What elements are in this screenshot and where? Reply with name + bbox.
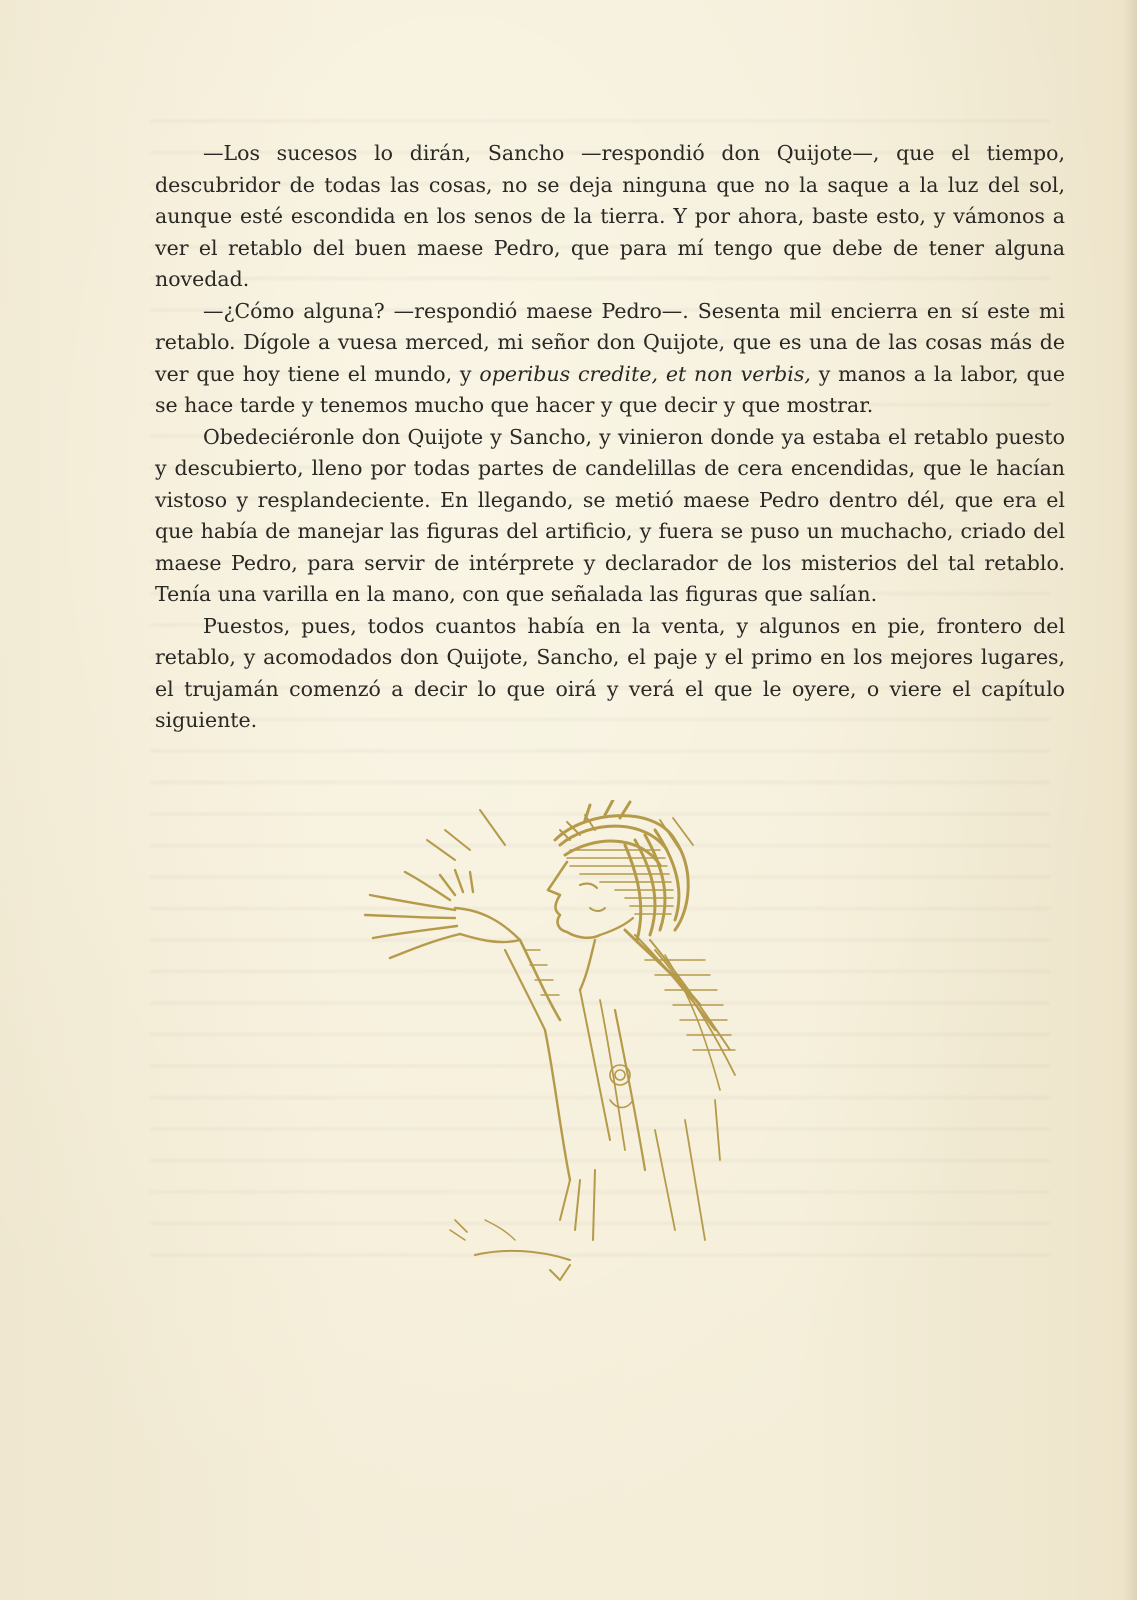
page-edge-shadow xyxy=(1123,0,1137,1600)
paragraph-3 xyxy=(155,422,1065,611)
latin-quote: operibus credite, et non verbis, xyxy=(479,361,811,386)
paragraph-2 xyxy=(155,296,1065,422)
paragraph-1 xyxy=(155,138,1065,296)
paragraph-3-text: Obedeciéronle don Quijote y Sancho, y vinieron donde ya estaba el retablo puesto y descubierto, lleno por todas partes de candelillas de cera encendidas, que le hacían vistoso y resplandeciente. En llegando, se metió maese Pedro dentro dél, que era el que había de manejar las figuras del artificio, y fuera se puso un muchacho, criado del maese Pedro, para servir de intérprete y declarador de los misterios del tal retablo. Tenía una varilla en la mano, con que señalada las figuras que salían. xyxy=(155,424,1065,606)
paragraph-2-text-a: —¿Cómo alguna? —respondió maese Pedro—. Sesenta mil encierra en sí este mi retablo. Dígole a vuesa merced, mi señor don Quijote, que es una de las cosas más de ver que hoy tiene el mundo, y xyxy=(155,298,1065,386)
paragraph-4-text: Puestos, pues, todos cuantos había en la venta, y algunos en pie, frontero del retablo, y acomodados don Quijote, Sancho, el paje y el primo en los mejores lugares, el trujamán comenzó a decir lo que oirá y verá el que le oyere, o viere el capítulo siguiente. xyxy=(155,613,1065,732)
paragraph-4 xyxy=(155,611,1065,737)
paragraph-1-text: —Los sucesos lo dirán, Sancho —respondió don Quijote—, que el tiempo, descubridor de todas las cosas, no se deja ninguna que no la saque a la luz del sol, aunque esté escondida en los senos de la tierra. Y por ahora, baste esto, y vámonos a ver el retablo del buen maese Pedro, que para mí tengo que debe de tener alguna novedad. xyxy=(155,141,1065,291)
boy-sketch-illustration xyxy=(355,800,825,1300)
paragraph-2-text-b: y manos a la labor, que se hace tarde y tenemos mucho que hacer y que decir y que mostrar. xyxy=(155,361,1065,417)
text-block xyxy=(155,138,1065,737)
